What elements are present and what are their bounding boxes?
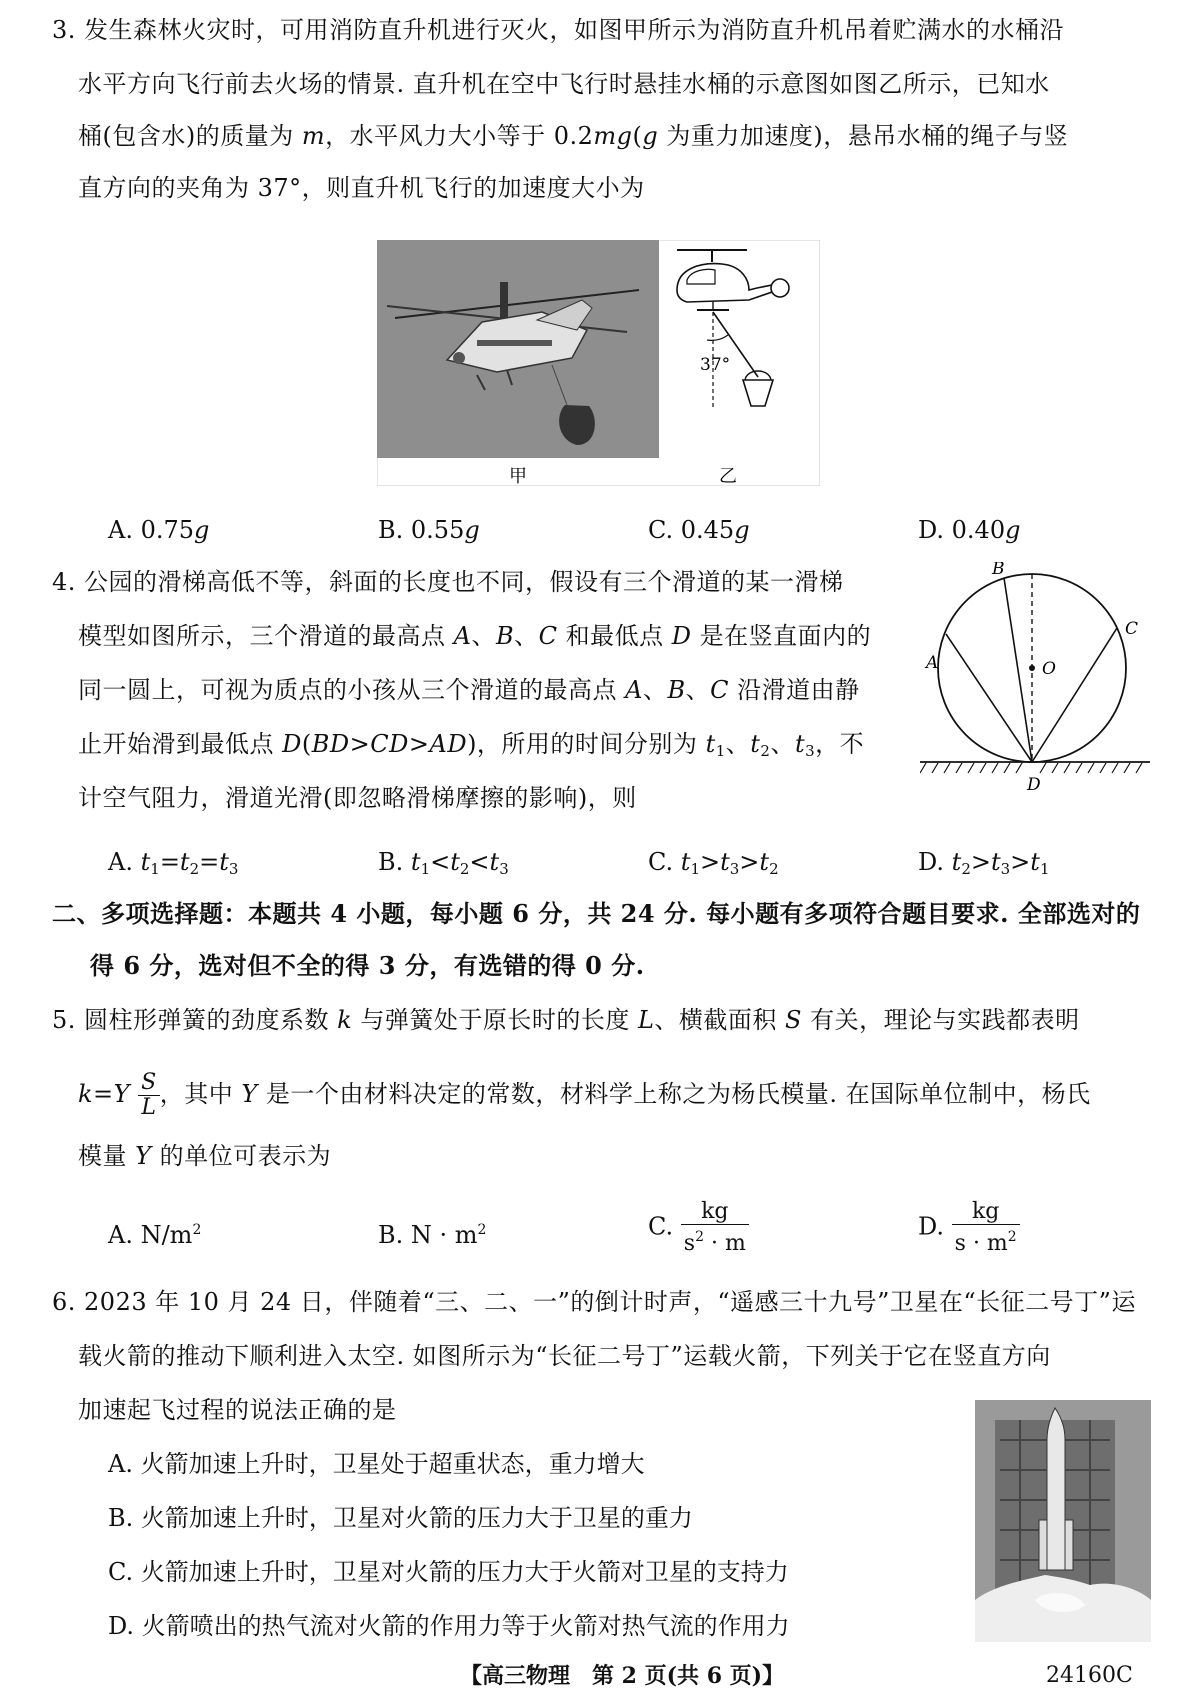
page-footer: 【高三物理 第 2 页(共 6 页)】 — [460, 1663, 785, 1689]
q4-line-4: 止开始滑到最低点 D(BD>CD>AD)，所用的时间分别为 $t_1$、$t_2$、$t_3$，不 — [78, 730, 865, 760]
q3-line-3: 桶(包含水)的质量为 m，水平风力大小等于 0.2mg(g 为重力加速度)，悬吊水桶的绳子与竖 — [78, 122, 1069, 150]
q5-option-b: B. $N \cdot m^2$ — [378, 1221, 487, 1249]
q4-option-a: A. $t_1=t_2=t_3$ — [108, 848, 239, 878]
rocket-photo-svg — [975, 1400, 1151, 1642]
label-d: D — [1027, 775, 1041, 794]
q6-option-a: A. 火箭加速上升时，卫星处于超重状态，重力增大 — [108, 1450, 645, 1478]
q3-figure-svg — [377, 240, 820, 486]
q3-option-a: A. 0.75g — [108, 516, 210, 544]
chute-ad — [946, 634, 1032, 762]
chute-cd — [1032, 628, 1117, 762]
q4-line-2: 模型如图所示，三个滑道的最高点 A、B、C 和最低点 D 是在竖直面内的 — [78, 622, 872, 650]
q3-figure — [377, 240, 820, 486]
q4-line-1: 4. 公园的滑梯高低不等，斜面的长度也不同，假设有三个滑道的某一滑梯 — [52, 568, 844, 596]
section2-heading-line-2: 得 6 分，选对但不全的得 3 分，有选错的得 0 分. — [90, 951, 645, 980]
figure-label-yi: 乙 — [719, 466, 737, 486]
q5-line-2: k=Y $\frac{S}{L}$ ，其中 Y 是一个由材料决定的常数，材料学上称之为杨氏模量. 在国际单位制中，杨氏 — [78, 1070, 1091, 1120]
q4-line-3: 同一圆上，可视为质点的小孩从三个滑道的最高点 A、B、C 沿滑道由静 — [78, 676, 860, 704]
angle-label: 37° — [700, 355, 731, 375]
q5-option-c: C. $\frac{kg}{s^2 \cdot m}$ — [648, 1200, 749, 1256]
q6-line-1: 6. 2023 年 10 月 24 日，伴随着“三、二、一”的倒计时声，“遥感三十九号”卫星在“长征二号丁”运 — [52, 1288, 1136, 1316]
q6-option-d: D. 火箭喷出的热气流对火箭的作用力等于火箭对热气流的作用力 — [108, 1612, 790, 1640]
q5-option-d: D. $\frac{kg}{s \cdot m^2}$ — [918, 1200, 1020, 1256]
q4-figure-svg — [920, 562, 1160, 794]
q6-line-2: 载火箭的推动下顺利进入太空. 如图所示为“长征二号丁”运载火箭，下列关于它在竖直方向 — [78, 1342, 1051, 1370]
q4-line-5: 计空气阻力，滑道光滑(即忽略滑梯摩擦的影响)，则 — [78, 784, 637, 812]
label-b: B — [992, 562, 1005, 579]
q3-option-d: D. 0.40g — [918, 516, 1021, 544]
q5-formula-fraction: $\frac{S}{L}$ — [138, 1071, 160, 1120]
q5-line-3: 模量 Y 的单位可表示为 — [78, 1142, 332, 1170]
q3-line-1: 3. 发生森林火灾时，可用消防直升机进行灭火，如图甲所示为消防直升机吊着贮满水的水桶沿 — [52, 16, 1065, 44]
figure-label-jia: 甲 — [509, 466, 527, 486]
q3-line-2: 水平方向飞行前去火场的情景. 直升机在空中飞行时悬挂水桶的示意图如图乙所示，已知水 — [78, 70, 1050, 98]
q6-option-c: C. 火箭加速上升时，卫星对火箭的压力大于火箭对卫星的支持力 — [108, 1558, 789, 1586]
q3-option-b: B. 0.55g — [378, 516, 480, 544]
q3-line-4: 直方向的夹角为 37°，则直升机飞行的加速度大小为 — [78, 174, 645, 202]
q6-option-b: B. 火箭加速上升时，卫星对火箭的压力大于卫星的重力 — [108, 1504, 693, 1532]
label-o: O — [1042, 659, 1056, 679]
label-a: A — [926, 653, 939, 673]
q4-option-c: C. $t_1>t_3>t_2$ — [648, 848, 779, 878]
paper-code: 24160C — [1046, 1663, 1133, 1688]
q4-option-d: D. $t_2>t_3>t_1$ — [918, 848, 1050, 878]
q3-option-c: C. 0.45g — [648, 516, 750, 544]
q5-option-a: A. $N/m^2$ — [108, 1221, 202, 1249]
rocket-photo — [975, 1400, 1151, 1642]
label-c: C — [1125, 619, 1139, 639]
q4-figure — [920, 562, 1160, 794]
q6-line-3: 加速起飞过程的说法正确的是 — [78, 1396, 397, 1424]
q4-option-b: B. $t_1<t_2<t_3$ — [378, 848, 509, 878]
q5-line-1: 5. 圆柱形弹簧的劲度系数 k 与弹簧处于原长时的长度 L、横截面积 S 有关，理论与实践都表明 — [52, 1006, 1080, 1034]
chute-bd — [1004, 578, 1032, 762]
section2-heading-line-1: 二、多项选择题：本题共 4 小题，每小题 6 分，共 24 分. 每小题有多项符合题目要求. 全部选对的 — [52, 899, 1141, 928]
